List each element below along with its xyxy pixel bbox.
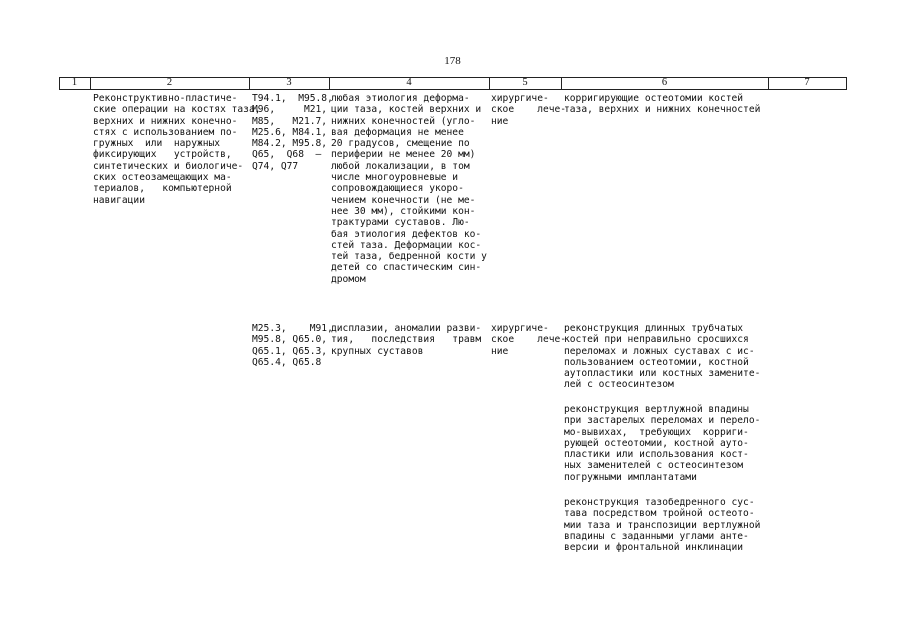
column-header-1: 1: [71, 77, 78, 88]
column-header-6: 6: [661, 77, 668, 88]
header-separator: [846, 77, 847, 90]
treatment-method-item: реконструкция тазобедренного сус- тава посредством тройной остеото- мии таза и транспозиции вертлужной впадины с заданными углами анте- версии и фронтальной инклинации: [564, 497, 761, 554]
page-number: 178: [444, 55, 461, 67]
treatment-type-cell: хирургиче- ское лече- ние: [491, 93, 567, 127]
column-header-5: 5: [522, 77, 528, 88]
treatment-method-item: реконструкция вертлужной впадины при застарелых переломах и перело- мо-вывихах, требующих корриги- рующей остеотомии, костной ауто- пластики или использования кост- ных заменителей с остеосинтезом погружными имплантатами: [564, 404, 761, 483]
column-header-4: 4: [406, 77, 412, 88]
patient-model-cell: любая этиология деформа- ции таза, костей верхних и нижних конечностей (угло- вая деформация не менее 20 градусов, смещение по периферии не менее 20 мм) любой локализации, в том числе многоуровневые и сопровождающиеся укоро- чением конечности (не ме- нее 30 мм), стойкими кон- трактурами суставов. Лю- бая этиология дефектов ко- стей таза. Деформации кос- тей таза, бедренной кости у детей со спастическим син- дромом: [331, 93, 487, 285]
treatment-type-cell: хирургиче- ское лече- ние: [491, 323, 567, 357]
column-header-3: 3: [286, 77, 292, 88]
icd-codes-cell: M25.3, M91, M95.8, Q65.0, Q65.1, Q65.3, Q65.4, Q65.8: [252, 323, 333, 368]
column-header-7: 7: [804, 77, 810, 88]
patient-model-cell: дисплазии, аномалии разви- тия, последствия травм крупных суставов: [331, 323, 482, 357]
header-bottom-rule: [59, 89, 847, 90]
procedure-name-cell: Реконструктивно-пластиче- ские операции на костях таза, верхних и нижних конечно- стях с использованием по- гружных или наружных фиксирующих устройств, синтетических и биологиче- ских остеозамещающих ма- териалов, компьютерной навигации: [93, 93, 261, 206]
treatment-method-cell: корригирующие остеотомии костей таза, верхних и нижних конечностей: [564, 93, 761, 116]
column-header-2: 2: [166, 77, 173, 88]
treatment-method-item: реконструкция длинных трубчатых костей при неправильно сросшихся переломах и ложных суставах с ис- пользованием остеотомии, костной аутопластики или костных замените- лей с остеосинтезом: [564, 323, 761, 391]
procedure-table: [59, 77, 847, 577]
icd-codes-cell: T94.1, M95.8, M96, M21, M85, M21.7, M25.6, M84.1, M84.2, M95.8, Q65, Q68 – Q74, Q77: [252, 93, 333, 172]
